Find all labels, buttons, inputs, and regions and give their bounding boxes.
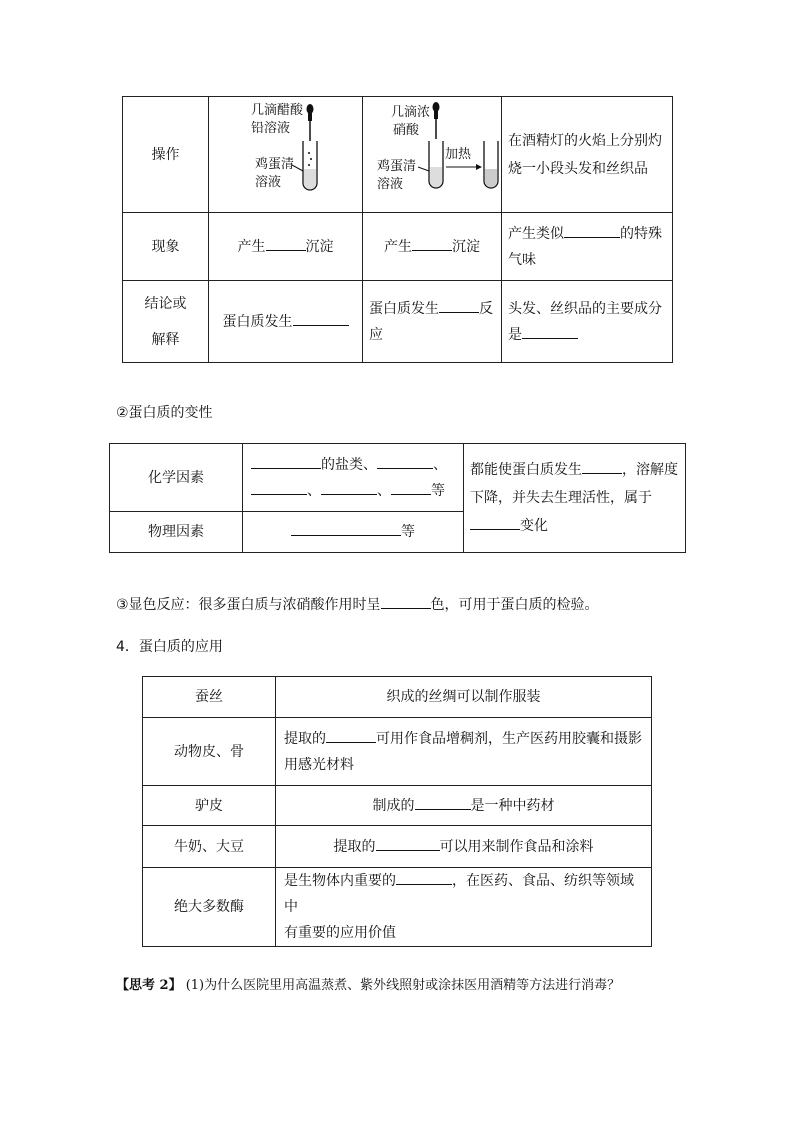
answer-blank[interactable]	[381, 594, 431, 609]
conclusion-2: 蛋白质发生 反 应	[363, 281, 502, 363]
test-tube-dropper-icon	[209, 97, 363, 212]
think-tag: 【思考 2】	[116, 978, 182, 993]
exp1-label-reagent1: 几滴醋酸	[251, 103, 304, 118]
use-enzymes: 是生物体内重要的 ，在医药、食品、纺织等领域中 有重要的应用价值	[276, 868, 652, 947]
answer-blank[interactable]	[376, 836, 440, 851]
exp1-diagram-cell	[209, 97, 363, 213]
heating-tube-icon	[363, 97, 502, 212]
chemical-factor-label: 化学因素	[110, 444, 243, 512]
exp2-diagram-cell	[363, 97, 502, 213]
answer-blank[interactable]	[291, 521, 401, 536]
physical-factor-label: 物理因素	[110, 512, 243, 553]
source-enzymes: 绝大多数酶	[143, 868, 276, 947]
answer-blank[interactable]	[470, 515, 520, 530]
answer-blank[interactable]	[266, 236, 306, 251]
exp1-label-reagent2: 铅溶液	[251, 121, 291, 136]
use-donkey-hide: 制成的 是一种中药材	[276, 786, 652, 826]
answer-blank[interactable]	[412, 236, 452, 251]
answer-blank[interactable]	[439, 298, 479, 313]
use-silk: 织成的丝绸可以制作服装	[276, 677, 652, 718]
color-reaction-text: ③显色反应：很多蛋白质与浓硝酸作用时呈 色，可用于蛋白质的检验。	[116, 594, 599, 614]
exp1-label-sample1: 鸡蛋清	[255, 157, 295, 172]
exp2-label-reagent2: 硝酸	[393, 123, 420, 138]
answer-blank[interactable]	[396, 870, 452, 885]
phenomenon-1: 产生 沉淀	[209, 213, 363, 281]
answer-blank[interactable]	[377, 454, 433, 469]
source-donkey-hide: 驴皮	[143, 786, 276, 826]
use-milk-soy: 提取的 可以用来制作食品和涂料	[276, 826, 652, 868]
row-label-conclusion: 结论或 解释	[123, 281, 209, 363]
chemical-factor-content: 的盐类、 、 、 、 等	[243, 444, 464, 512]
answer-blank[interactable]	[293, 311, 349, 326]
conclusion-3: 头发、丝织品的主要成分 是	[502, 281, 673, 363]
section-denaturation-title: ②蛋白质的变性	[116, 405, 213, 421]
phenomenon-3: 产生类似 的特殊 气味	[502, 213, 673, 281]
answer-blank[interactable]	[522, 324, 578, 339]
answer-blank[interactable]	[251, 480, 307, 495]
answer-blank[interactable]	[582, 459, 622, 474]
row-label-phenomenon: 现象	[123, 213, 209, 281]
exp3-operation-text: 在酒精灯的火焰上分别灼烧一小段头发和丝织品	[508, 132, 662, 177]
answer-blank[interactable]	[251, 454, 321, 469]
source-milk-soy: 牛奶、大豆	[143, 826, 276, 868]
exp2-label-reagent1: 几滴浓	[391, 105, 431, 120]
exp2-label-sample2: 溶液	[377, 177, 404, 192]
row-label-operation: 操作	[123, 97, 209, 213]
exp1-label-sample2: 溶液	[255, 175, 282, 190]
think-question	[116, 974, 620, 993]
phenomenon-2: 产生 沉淀	[363, 213, 502, 281]
source-silk: 蚕丝	[143, 677, 276, 718]
exp2-label-sample1: 鸡蛋清	[377, 159, 417, 174]
experiment-table	[122, 96, 673, 363]
application-table	[142, 676, 652, 947]
use-animal-skin: 提取的 可用作食品增稠剂，生产医药用胶囊和摄影 用感光材料	[276, 718, 652, 786]
answer-blank[interactable]	[391, 480, 431, 495]
denaturation-effect: 都能使蛋白质发生 ，溶解度 下降，并失去生理活性，属于 变化	[464, 444, 686, 553]
conclusion-1: 蛋白质发生	[209, 281, 363, 363]
answer-blank[interactable]	[321, 480, 377, 495]
answer-blank[interactable]	[326, 728, 376, 743]
source-animal-skin: 动物皮、骨	[143, 718, 276, 786]
denaturation-table	[109, 443, 686, 553]
physical-factor-content: 等	[243, 512, 464, 553]
answer-blank[interactable]	[415, 795, 471, 810]
answer-blank[interactable]	[564, 223, 620, 238]
think-text: (1)为什么医院里用高温蒸煮、紫外线照射或涂抹医用酒精等方法进行消毒？	[185, 978, 621, 993]
section-application-title: 4．蛋白质的应用	[116, 639, 223, 655]
heat-arrow-label: 加热	[445, 147, 472, 162]
